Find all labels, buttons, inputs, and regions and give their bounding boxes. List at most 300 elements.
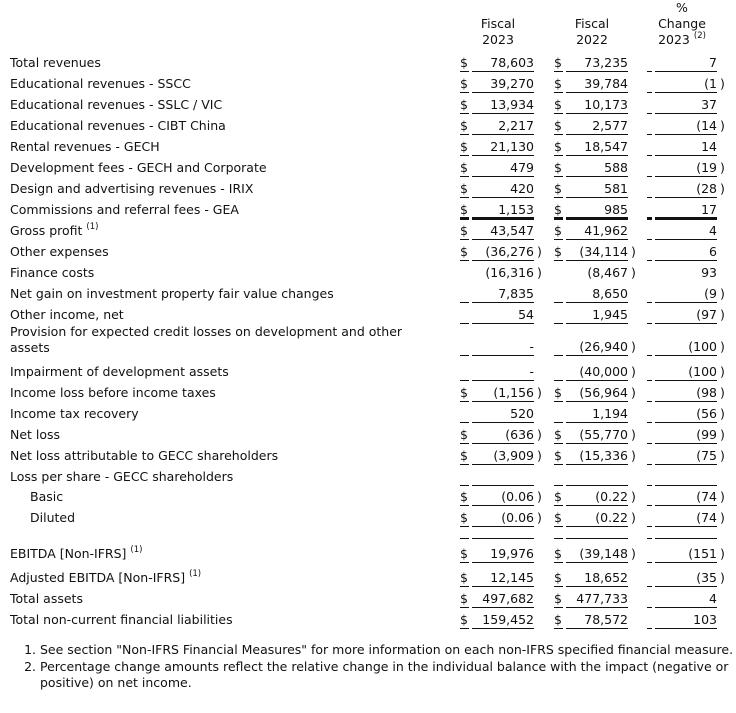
cell-underline xyxy=(647,302,652,303)
cell-underline xyxy=(472,260,534,261)
close-paren: ) xyxy=(631,546,636,561)
cell-underline xyxy=(460,628,469,629)
table-row xyxy=(0,486,736,507)
cell-underline xyxy=(472,586,534,587)
cell-underline xyxy=(460,380,469,381)
cell-underline xyxy=(554,260,563,261)
cell-underline xyxy=(655,628,717,629)
cell-underline xyxy=(566,134,628,135)
close-paren: ) xyxy=(537,510,542,525)
currency-symbol: $ xyxy=(554,76,562,91)
cell-underline xyxy=(647,197,652,198)
value-percent-change: (14 xyxy=(696,118,717,133)
row-label: Income loss before income taxes xyxy=(10,385,216,400)
cell-underline xyxy=(554,380,563,381)
cell-underline xyxy=(554,355,563,356)
close-paren: ) xyxy=(720,570,725,585)
close-paren: ) xyxy=(631,385,636,400)
value-fiscal-2023: 54 xyxy=(518,307,534,322)
cell-underline xyxy=(647,607,652,608)
close-paren: ) xyxy=(720,489,725,504)
cell-underline xyxy=(655,562,717,563)
close-paren: ) xyxy=(720,118,725,133)
cell-underline xyxy=(647,443,652,444)
currency-symbol: $ xyxy=(554,244,562,259)
row-label: Total revenues xyxy=(10,55,101,70)
close-paren: ) xyxy=(720,76,725,91)
close-paren: ) xyxy=(720,406,725,421)
value-fiscal-2022: (0.22 xyxy=(595,489,628,504)
currency-symbol: $ xyxy=(460,118,468,133)
cell-underline xyxy=(566,176,628,177)
value-fiscal-2022: 10,173 xyxy=(584,97,628,112)
close-paren: ) xyxy=(720,339,725,354)
value-percent-change: (56 xyxy=(696,406,717,421)
cell-underline xyxy=(647,380,652,381)
cell-underline xyxy=(472,176,534,177)
value-fiscal-2023: 520 xyxy=(510,406,534,421)
row-label: Loss per share - GECC shareholders xyxy=(10,469,234,484)
row-label: Other expenses xyxy=(10,244,109,259)
cell-underline xyxy=(655,239,717,240)
value-fiscal-2023: 2,217 xyxy=(498,118,534,133)
value-fiscal-2022: 78,572 xyxy=(584,612,628,627)
value-fiscal-2023: 159,452 xyxy=(482,612,534,627)
row-label: Net gain on investment property fair value changes xyxy=(10,286,334,301)
cell-underline xyxy=(554,134,563,135)
cell-underline xyxy=(472,92,534,93)
row-label: Total non-current financial liabilities xyxy=(10,612,233,627)
cell-underline xyxy=(647,323,652,324)
table-row xyxy=(0,115,736,136)
value-fiscal-2023: (16,316 xyxy=(485,265,534,280)
row-label: Total assets xyxy=(10,591,83,606)
cell-underline xyxy=(460,422,469,423)
table-row xyxy=(0,403,736,424)
cell-underline xyxy=(566,302,628,303)
value-fiscal-2022: 588 xyxy=(604,160,628,175)
cell-underline xyxy=(472,607,534,608)
cell-underline xyxy=(647,562,652,563)
cell-underline xyxy=(472,380,534,381)
cell-underline xyxy=(655,176,717,177)
cell-underline xyxy=(566,628,628,629)
close-paren: ) xyxy=(720,385,725,400)
close-paren: ) xyxy=(537,448,542,463)
cell-underline xyxy=(472,197,534,198)
value-fiscal-2023: 420 xyxy=(510,181,534,196)
currency-symbol: $ xyxy=(554,139,562,154)
cell-underline xyxy=(566,71,628,72)
cell-underline xyxy=(647,464,652,465)
currency-symbol: $ xyxy=(554,160,562,175)
value-percent-change: (28 xyxy=(696,181,717,196)
close-paren: ) xyxy=(720,160,725,175)
currency-symbol: $ xyxy=(460,139,468,154)
cell-underline xyxy=(655,538,717,539)
value-percent-change: (98 xyxy=(696,385,717,400)
cell-underline xyxy=(460,586,469,587)
value-percent-change: (74 xyxy=(696,510,717,525)
cell-underline xyxy=(472,464,534,465)
cell-underline xyxy=(460,526,469,527)
footnote-ref: (2) xyxy=(693,31,706,41)
row-label: Net loss xyxy=(10,427,61,442)
value-fiscal-2023: (636 xyxy=(505,427,534,442)
table-row xyxy=(0,382,736,403)
currency-symbol: $ xyxy=(460,612,468,627)
value-fiscal-2023: 13,934 xyxy=(490,97,534,112)
cell-underline xyxy=(655,526,717,527)
cell-underline xyxy=(647,586,652,587)
value-percent-change: 14 xyxy=(701,139,717,154)
currency-symbol: $ xyxy=(460,448,468,463)
table-row xyxy=(0,424,736,445)
cell-underline xyxy=(460,355,469,356)
value-fiscal-2022: (40,000 xyxy=(579,364,628,379)
cell-underline xyxy=(655,422,717,423)
cell-underline xyxy=(554,607,563,608)
cell-underline xyxy=(566,464,628,465)
value-fiscal-2022: 1,194 xyxy=(592,406,628,421)
cell-underline xyxy=(554,401,563,402)
footnote-ref: (1) xyxy=(189,569,202,579)
value-fiscal-2023: (3,909 xyxy=(493,448,534,463)
cell-underline xyxy=(655,155,717,156)
cell-underline xyxy=(655,443,717,444)
cell-underline xyxy=(460,505,469,506)
footnote-1: 1. See section "Non-IFRS Financial Measures" for more information on each non-IFRS specified financial measure. xyxy=(40,642,736,658)
close-paren: ) xyxy=(631,510,636,525)
row-label: Adjusted EBITDA [Non-IFRS] $^{(1)}$ xyxy=(10,569,202,585)
cell-underline xyxy=(460,538,469,539)
cell-underline xyxy=(554,197,563,198)
close-paren: ) xyxy=(631,265,636,280)
close-paren: ) xyxy=(537,265,542,280)
value-fiscal-2022: 985 xyxy=(604,202,628,217)
cell-underline xyxy=(472,302,534,303)
cell-underline xyxy=(566,239,628,240)
close-paren: ) xyxy=(537,244,542,259)
value-fiscal-2023: 39,270 xyxy=(490,76,534,91)
cell-underline xyxy=(655,380,717,381)
currency-symbol: $ xyxy=(554,202,562,217)
table-row xyxy=(0,283,736,304)
value-fiscal-2022: 18,652 xyxy=(584,570,628,585)
currency-symbol: $ xyxy=(460,546,468,561)
cell-underline xyxy=(647,401,652,402)
value-fiscal-2022: 2,577 xyxy=(592,118,628,133)
cell-underline xyxy=(460,302,469,303)
value-percent-change: (100 xyxy=(688,364,717,379)
currency-symbol: $ xyxy=(554,55,562,70)
currency-symbol: $ xyxy=(554,546,562,561)
cell-underline xyxy=(647,176,652,177)
value-percent-change: (151 xyxy=(688,546,717,561)
row-label: Rental revenues - GECH xyxy=(10,139,160,154)
cell-underline xyxy=(554,92,563,93)
row-label: Finance costs xyxy=(10,265,95,280)
cell-underline xyxy=(655,260,717,261)
cell-underline xyxy=(554,239,563,240)
value-percent-change: (97 xyxy=(696,307,717,322)
footnote-ref: (1) xyxy=(86,222,99,232)
currency-symbol: $ xyxy=(460,202,468,217)
value-percent-change: (99 xyxy=(696,427,717,442)
cell-underline xyxy=(647,71,652,72)
value-fiscal-2022: (0.22 xyxy=(595,510,628,525)
table-row xyxy=(0,324,736,357)
close-paren: ) xyxy=(631,364,636,379)
cell-underline xyxy=(460,562,469,563)
cell-underline xyxy=(460,176,469,177)
cell-underline xyxy=(647,239,652,240)
cell-underline xyxy=(566,562,628,563)
currency-symbol: $ xyxy=(554,97,562,112)
table-row xyxy=(0,136,736,157)
cell-underline xyxy=(554,586,563,587)
cell-underline xyxy=(647,422,652,423)
cell-underline xyxy=(655,607,717,608)
currency-symbol: $ xyxy=(460,427,468,442)
cell-underline xyxy=(472,323,534,324)
cell-underline xyxy=(566,355,628,356)
row-label: Educational revenues - SSLC / VIC xyxy=(10,97,223,112)
row-label: Impairment of development assets xyxy=(10,364,229,379)
cell-underline xyxy=(647,538,652,539)
currency-symbol: $ xyxy=(554,510,562,525)
table-row xyxy=(0,178,736,199)
currency-symbol: $ xyxy=(554,612,562,627)
row-label: Basic xyxy=(30,489,64,504)
cell-underline xyxy=(647,92,652,93)
table-row xyxy=(0,304,736,325)
value-fiscal-2022: 39,784 xyxy=(584,76,628,91)
cell-underline xyxy=(655,302,717,303)
value-fiscal-2023: - xyxy=(529,364,534,379)
cell-underline xyxy=(566,155,628,156)
cell-underline xyxy=(472,71,534,72)
currency-symbol: $ xyxy=(460,510,468,525)
close-paren: ) xyxy=(720,427,725,442)
cell-underline xyxy=(554,562,563,563)
footnote-ref: (1) xyxy=(130,545,143,555)
value-percent-change: (74 xyxy=(696,489,717,504)
row-label: Commissions and referral fees - GEA xyxy=(10,202,239,217)
close-paren: ) xyxy=(720,286,725,301)
cell-underline xyxy=(472,401,534,402)
cell-underline xyxy=(472,134,534,135)
cell-underline xyxy=(566,323,628,324)
currency-symbol: $ xyxy=(460,385,468,400)
cell-underline xyxy=(647,260,652,261)
currency-symbol: $ xyxy=(554,181,562,196)
cell-underline xyxy=(647,355,652,356)
row-label: Gross profit $^{(1)}$ xyxy=(10,222,99,238)
cell-underline xyxy=(554,323,563,324)
value-fiscal-2023: 7,835 xyxy=(498,286,534,301)
cell-underline xyxy=(460,113,469,114)
row-label: Other income, net xyxy=(10,307,124,322)
cell-underline xyxy=(566,443,628,444)
table-row xyxy=(0,361,736,382)
cell-underline xyxy=(655,71,717,72)
cell-underline xyxy=(460,607,469,608)
cell-underline xyxy=(554,71,563,72)
cell-underline xyxy=(554,176,563,177)
cell-underline xyxy=(566,586,628,587)
row-label: Income tax recovery xyxy=(10,406,139,421)
value-fiscal-2023: 19,976 xyxy=(490,546,534,561)
cell-underline xyxy=(655,401,717,402)
cell-underline xyxy=(472,355,534,356)
cell-underline xyxy=(460,239,469,240)
cell-underline xyxy=(472,505,534,506)
value-fiscal-2023: 497,682 xyxy=(482,591,534,606)
cell-underline xyxy=(566,260,628,261)
close-paren: ) xyxy=(720,307,725,322)
cell-underline xyxy=(460,197,469,198)
cell-underline xyxy=(554,155,563,156)
table-row xyxy=(0,543,736,564)
value-fiscal-2022: (39,148 xyxy=(579,546,628,561)
cell-underline xyxy=(566,92,628,93)
value-percent-change: 103 xyxy=(693,612,717,627)
cell-underline xyxy=(472,239,534,240)
cell-underline xyxy=(460,155,469,156)
value-fiscal-2023: 21,130 xyxy=(490,139,534,154)
table-row xyxy=(0,157,736,178)
cell-underline xyxy=(566,401,628,402)
value-fiscal-2022: (34,114 xyxy=(579,244,628,259)
footnote-2: 2. Percentage change amounts reflect the relative change in the individual balance with the impact (negative or positive) on net income. xyxy=(40,659,736,691)
cell-underline xyxy=(647,505,652,506)
cell-underline xyxy=(472,526,534,527)
cell-underline xyxy=(472,113,534,114)
currency-symbol: $ xyxy=(460,55,468,70)
table-row xyxy=(0,588,736,609)
value-fiscal-2022: (56,964 xyxy=(579,385,628,400)
currency-symbol: $ xyxy=(460,181,468,196)
cell-underline xyxy=(460,323,469,324)
cell-underline xyxy=(460,92,469,93)
currency-symbol: $ xyxy=(554,448,562,463)
header-fiscal-2022: Fiscal 2022 xyxy=(574,16,610,47)
cell-underline xyxy=(460,464,469,465)
cell-underline xyxy=(554,422,563,423)
cell-underline xyxy=(472,422,534,423)
row-label: Development fees - GECH and Corporate xyxy=(10,160,267,175)
currency-symbol: $ xyxy=(460,591,468,606)
currency-symbol: $ xyxy=(554,591,562,606)
cell-underline xyxy=(472,443,534,444)
currency-symbol: $ xyxy=(460,76,468,91)
value-fiscal-2022: 477,733 xyxy=(576,591,628,606)
close-paren: ) xyxy=(720,181,725,196)
value-fiscal-2023: (0.06 xyxy=(501,510,534,525)
value-percent-change: 17 xyxy=(701,202,717,217)
currency-symbol: $ xyxy=(460,489,468,504)
value-fiscal-2022: 18,547 xyxy=(584,139,628,154)
currency-symbol: $ xyxy=(460,160,468,175)
value-fiscal-2023: (1,156 xyxy=(493,385,534,400)
currency-symbol: $ xyxy=(460,570,468,585)
value-fiscal-2022: 8,650 xyxy=(592,286,628,301)
cell-underline xyxy=(554,538,563,539)
table-row xyxy=(0,73,736,94)
value-fiscal-2023: 43,547 xyxy=(490,223,534,238)
value-fiscal-2023: - xyxy=(529,339,534,354)
value-fiscal-2023: (0.06 xyxy=(501,489,534,504)
cell-underline xyxy=(566,380,628,381)
table-row xyxy=(0,609,736,630)
cell-underline xyxy=(460,443,469,444)
table-row xyxy=(0,445,736,466)
row-label: Provision for expected credit losses on development and other assets xyxy=(10,324,403,355)
close-paren: ) xyxy=(631,339,636,354)
cell-underline xyxy=(655,464,717,465)
value-fiscal-2023: 479 xyxy=(510,160,534,175)
value-percent-change: (75 xyxy=(696,448,717,463)
cell-underline xyxy=(566,607,628,608)
currency-symbol: $ xyxy=(554,427,562,442)
value-percent-change: (9 xyxy=(704,286,717,301)
cell-underline xyxy=(554,302,563,303)
table-row xyxy=(0,94,736,115)
cell-underline xyxy=(655,134,717,135)
table-row xyxy=(0,466,736,487)
cell-underline xyxy=(472,562,534,563)
row-label: Design and advertising revenues - IRIX xyxy=(10,181,254,196)
currency-symbol: $ xyxy=(554,385,562,400)
cell-underline xyxy=(554,505,563,506)
close-paren: ) xyxy=(720,448,725,463)
cell-underline xyxy=(655,355,717,356)
table-row xyxy=(0,52,736,73)
close-paren: ) xyxy=(537,427,542,442)
cell-underline xyxy=(460,71,469,72)
value-fiscal-2022: (26,940 xyxy=(579,339,628,354)
close-paren: ) xyxy=(537,489,542,504)
cell-underline xyxy=(655,505,717,506)
cell-underline xyxy=(460,134,469,135)
value-fiscal-2022: (55,770 xyxy=(579,427,628,442)
value-fiscal-2023: (36,276 xyxy=(485,244,534,259)
table-row xyxy=(0,241,736,262)
cell-underline xyxy=(472,628,534,629)
close-paren: ) xyxy=(631,244,636,259)
close-paren: ) xyxy=(537,385,542,400)
cell-underline xyxy=(554,443,563,444)
cell-underline xyxy=(566,197,628,198)
row-label: Educational revenues - CIBT China xyxy=(10,118,226,133)
cell-underline xyxy=(566,422,628,423)
currency-symbol: $ xyxy=(554,118,562,133)
cell-underline xyxy=(647,155,652,156)
value-percent-change: 37 xyxy=(701,97,717,112)
cell-underline xyxy=(554,113,563,114)
currency-symbol: $ xyxy=(554,223,562,238)
cell-underline xyxy=(554,464,563,465)
close-paren: ) xyxy=(720,364,725,379)
close-paren: ) xyxy=(631,448,636,463)
value-fiscal-2022: 1,945 xyxy=(592,307,628,322)
cell-underline xyxy=(655,586,717,587)
value-percent-change: 93 xyxy=(701,265,717,280)
cell-underline xyxy=(460,260,469,261)
value-fiscal-2022: 73,235 xyxy=(584,55,628,70)
value-percent-change: (100 xyxy=(688,339,717,354)
